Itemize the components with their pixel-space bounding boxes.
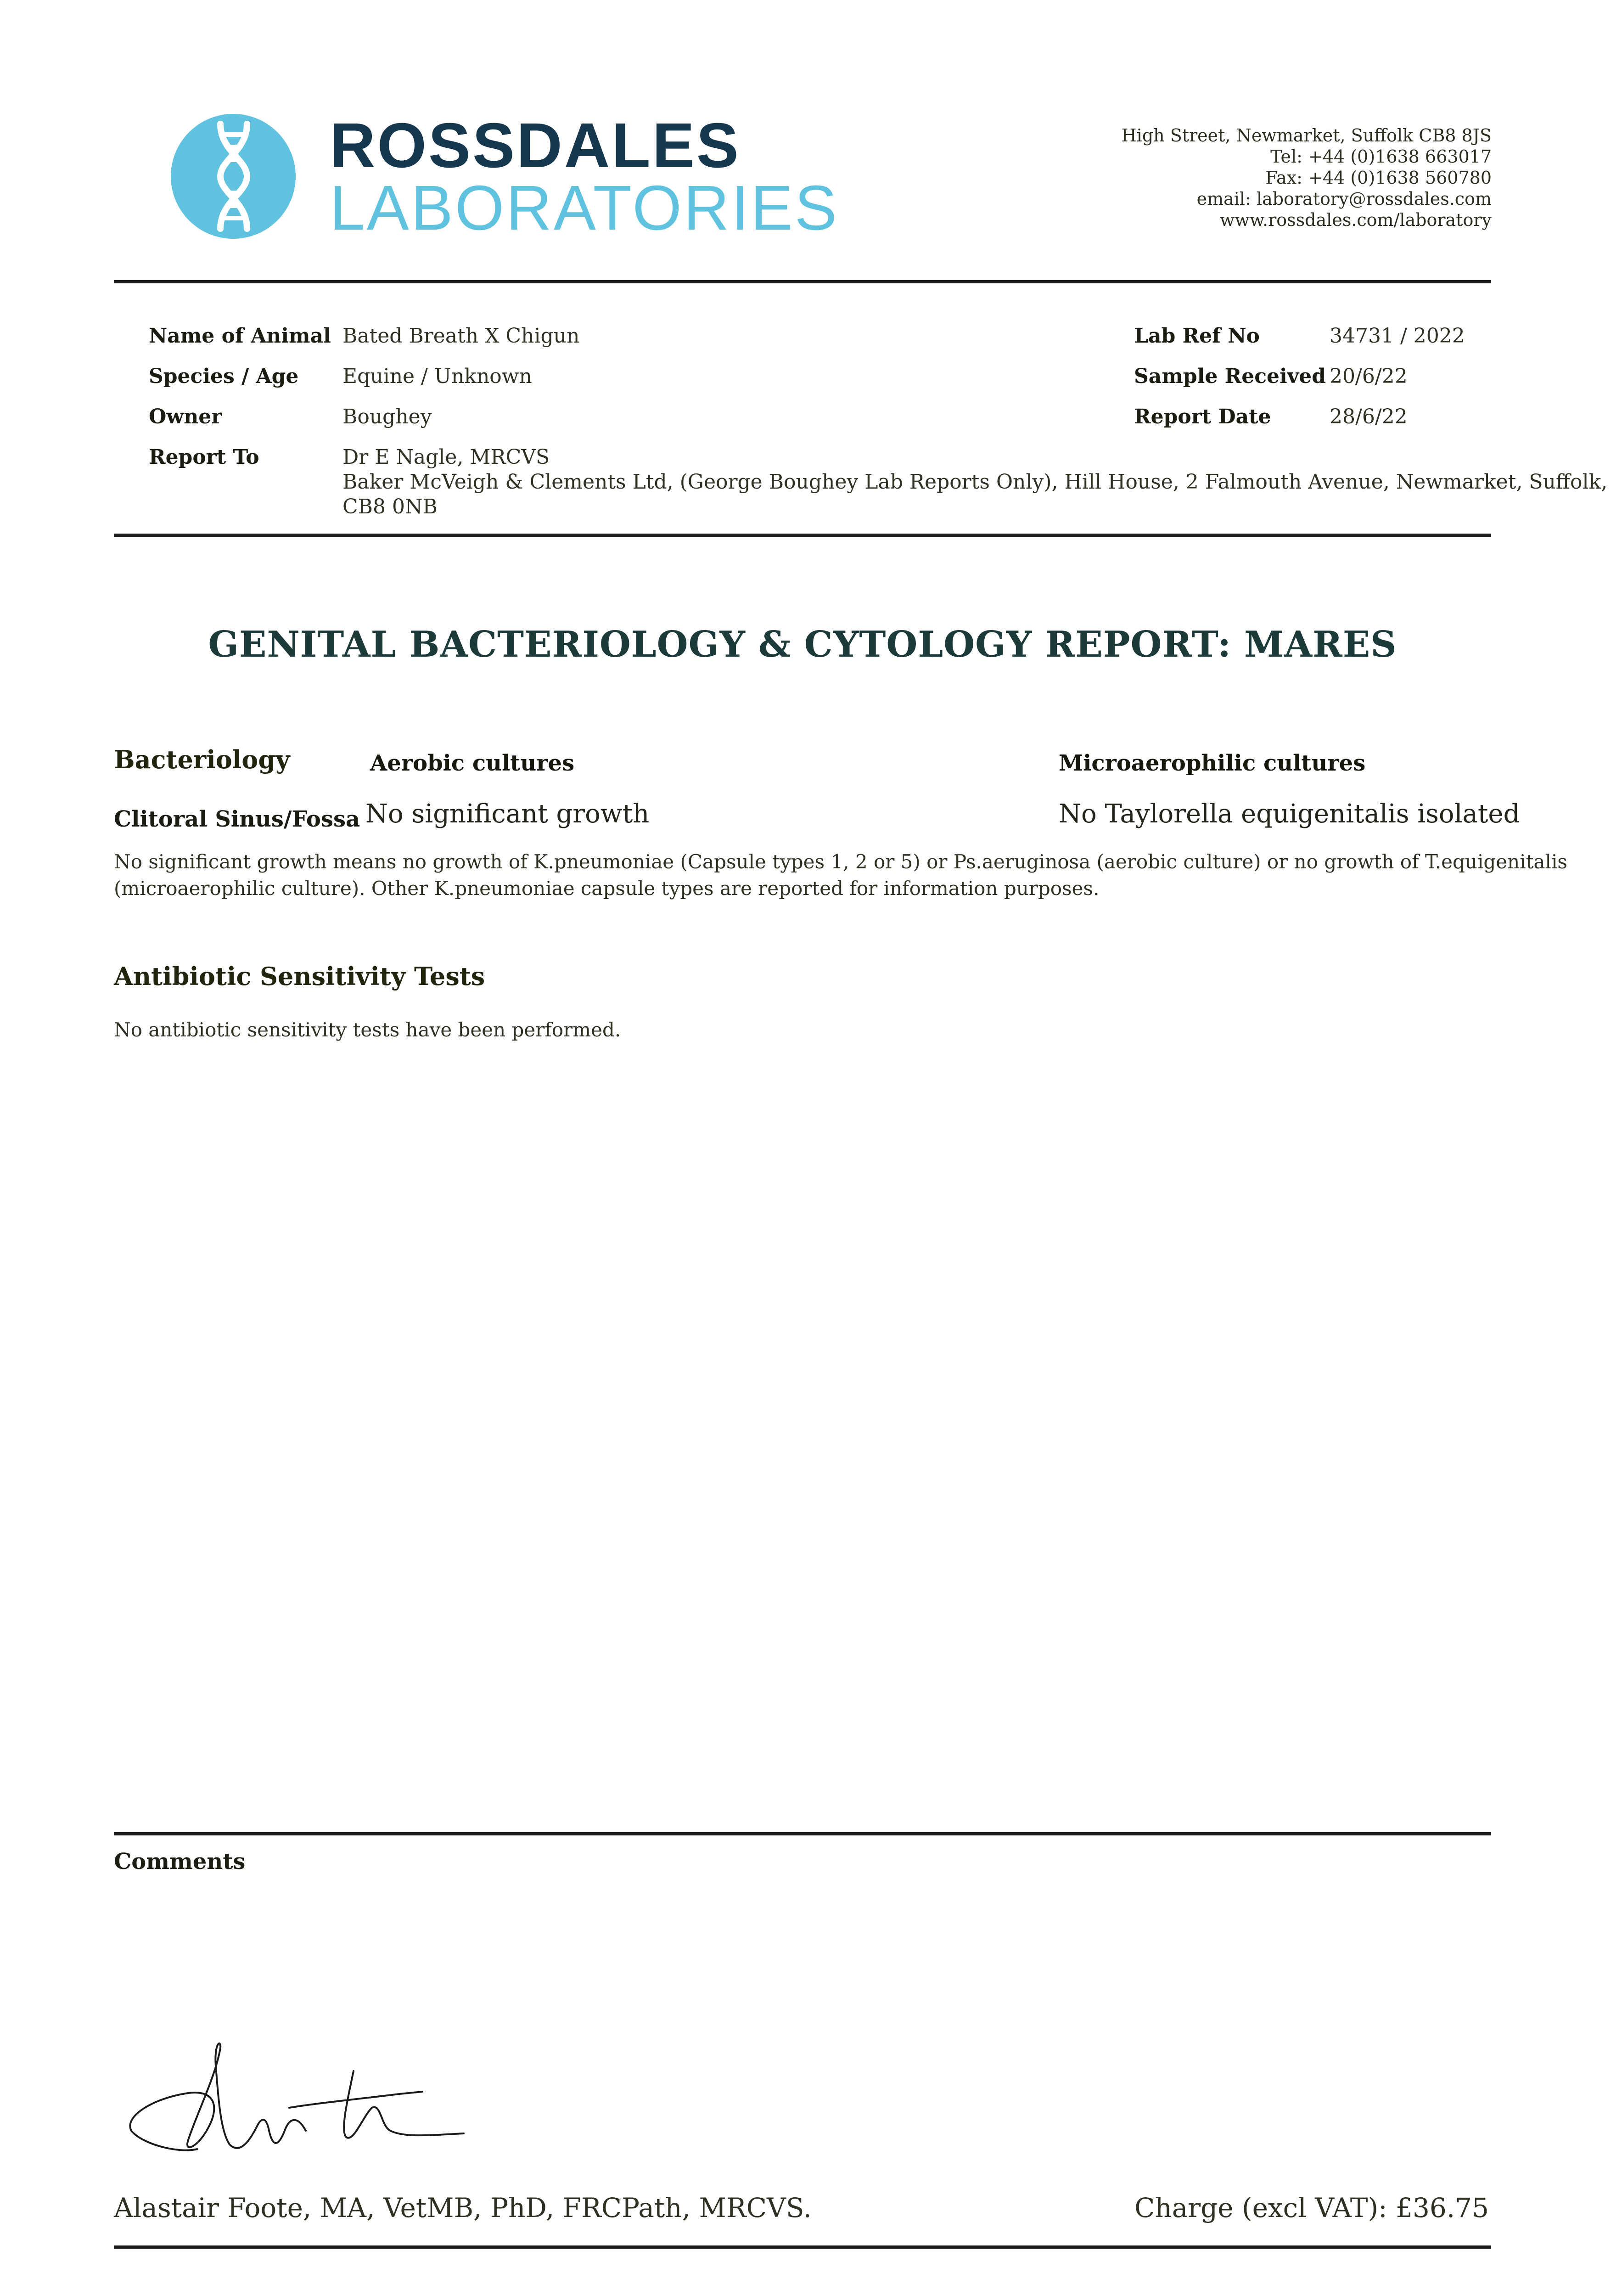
report-to-address-line2: CB8 0NB [342,495,438,518]
contact-email: email: laboratory@rossdales.com [1196,189,1492,209]
report-to-name: Dr E Nagle, MRCVS [342,445,550,469]
antibiotic-text: No antibiotic sensitivity tests have been performed. [114,1019,621,1041]
comments-divider [114,1832,1491,1835]
contact-address: High Street, Newmarket, Suffolk CB8 8JS [1121,125,1492,146]
report-title: GENITAL BACTERIOLOGY & CYTOLOGY REPORT: MARES [208,624,1397,665]
sample-received-label: Sample Received [1134,365,1326,388]
animal-name-label: Name of Animal [149,324,331,348]
footer-divider [114,2245,1491,2249]
charge-amount: Charge (excl VAT): £36.75 [1134,2192,1489,2223]
signatory-name: Alastair Foote, MA, VetMB, PhD, FRCPath, MRCVS. [114,2192,812,2223]
microaerophilic-cultures-heading: Microaerophilic cultures [1059,750,1366,776]
contact-fax: Fax: +44 (0)1638 560780 [1265,168,1492,188]
report-to-address-line1: Baker McVeigh & Clements Ltd, (George Boughey Lab Reports Only), Hill House, 2 Falmouth Avenue, Newmarket, Suffolk, [342,470,1608,494]
brand-name-line2: LABORATORIES [330,173,839,243]
report-to-label: Report To [149,445,259,469]
contact-tel: Tel: +44 (0)1638 663017 [1270,146,1492,167]
details-divider [114,534,1491,537]
owner-value: Boughey [342,405,432,428]
aerobic-cultures-heading: Aerobic cultures [370,750,575,776]
microaerophilic-result: No Taylorella equigenitalis isolated [1059,799,1520,829]
contact-block [941,125,1492,231]
sample-received-value: 20/6/22 [1330,365,1408,388]
animal-name-value: Bated Breath X Chigun [342,324,580,348]
sample-site-label: Clitoral Sinus/Fossa [114,806,360,832]
header-divider [114,280,1491,283]
report-date-label: Report Date [1134,405,1271,428]
lab-ref-value: 34731 / 2022 [1330,324,1465,348]
brand-name-line1: ROSSDALES [330,110,741,181]
bacteriology-heading: Bacteriology [114,745,290,774]
contact-website: www.rossdales.com/laboratory [1219,210,1492,230]
comments-heading: Comments [114,1849,246,1874]
aerobic-result: No significant growth [365,799,650,829]
lab-ref-label: Lab Ref No [1134,324,1260,348]
species-age-value: Equine / Unknown [342,365,532,388]
species-age-label: Species / Age [149,365,299,388]
signature-image [124,2039,473,2158]
report-date-value: 28/6/22 [1330,405,1408,428]
antibiotic-heading: Antibiotic Sensitivity Tests [114,962,485,991]
bacteriology-note-line1: No significant growth means no growth of K.pneumoniae (Capsule types 1, 2 or 5) or Ps.aeruginosa (aerobic culture) or no growth of T.equigenitalis [114,850,1567,873]
owner-label: Owner [149,405,222,428]
bacteriology-note-line2: (microaerophilic culture). Other K.pneumoniae capsule types are reported for information purposes. [114,877,1100,900]
dna-logo-icon [171,114,296,239]
